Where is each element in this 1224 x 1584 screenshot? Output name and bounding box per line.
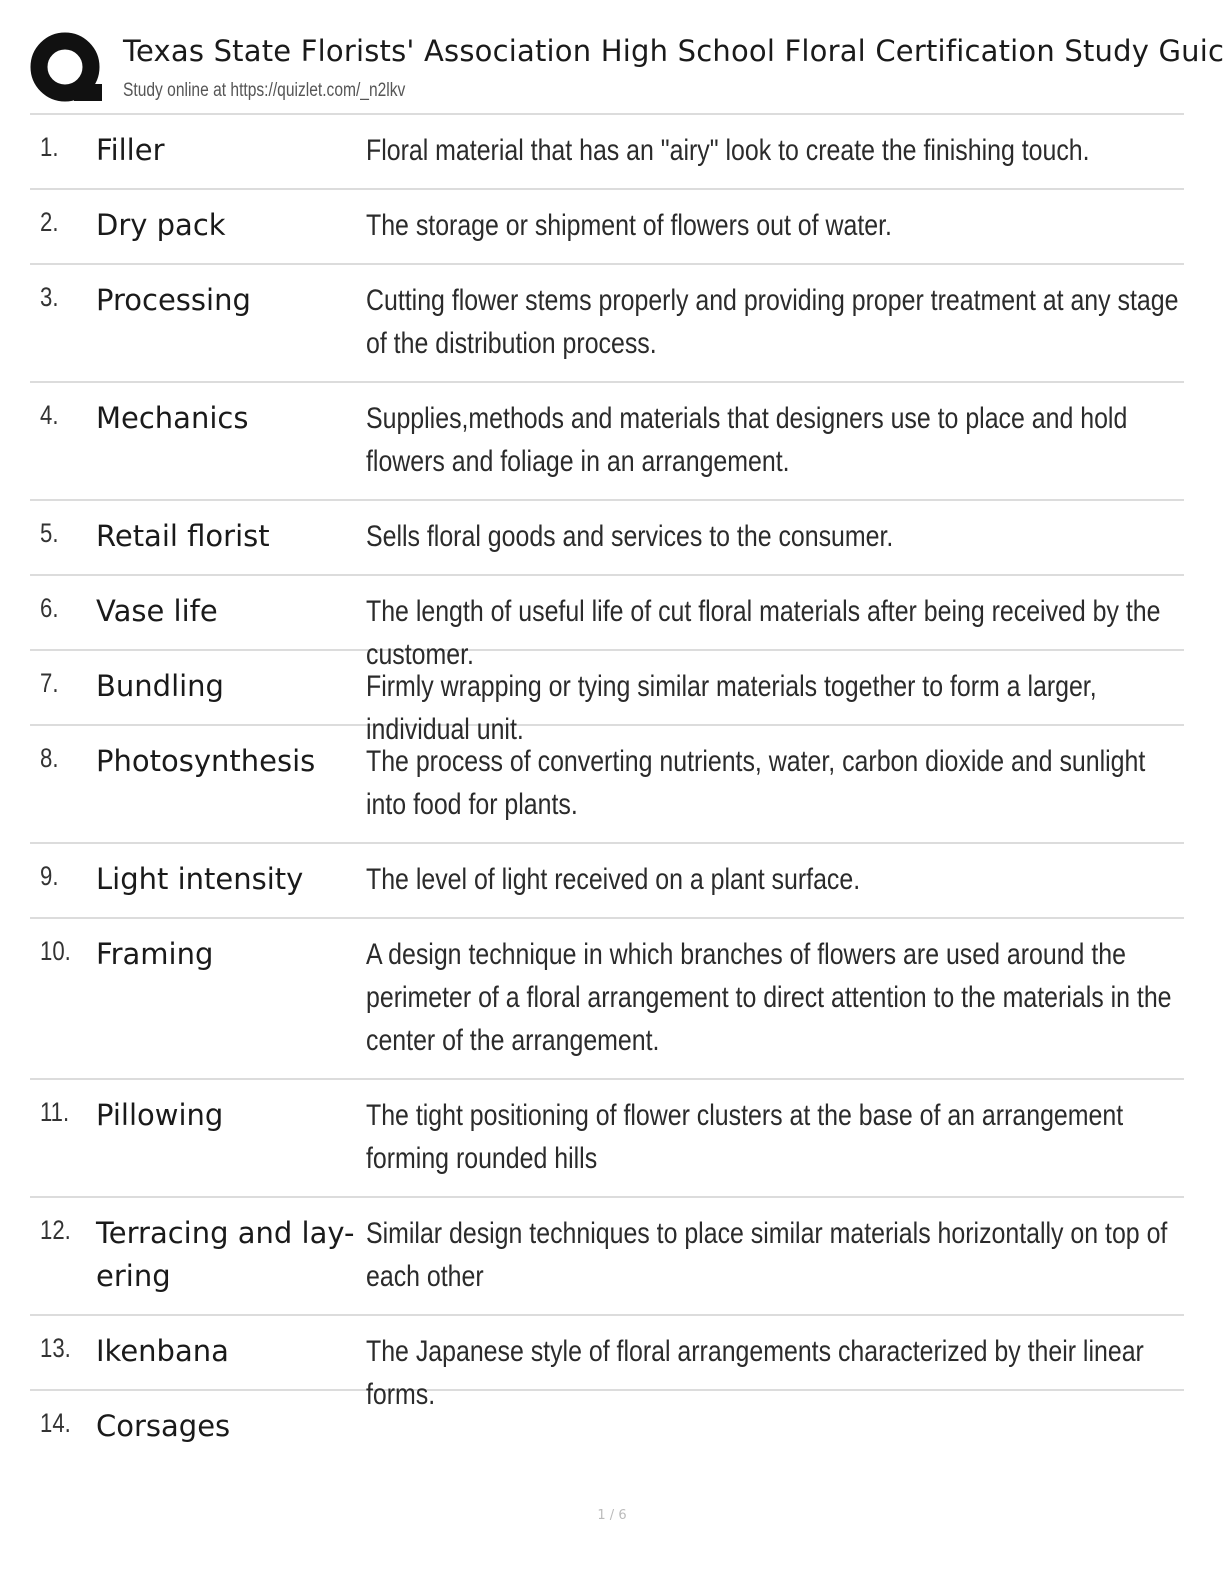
card-term: Light intensity [96,862,304,896]
flashcard-row [30,190,1184,265]
card-term: Filler [96,133,165,167]
card-term: Retail florist [96,519,270,553]
card-definition: Floral material that has an "airy" look to create the finishing touch. [366,134,1090,167]
card-term: Pillowing [96,1098,224,1132]
card-definition: The Japanese style of floral arrangements characterized by their linear forms. [366,1335,1144,1411]
card-term: Vase life [96,594,218,628]
card-number: 7. [40,668,59,698]
flashcard-row [30,919,1184,1080]
flashcard-row [30,383,1184,501]
card-number: 12. [40,1215,71,1245]
card-definition: The tight positioning of flower clusters at the base of an arrangement forming rounded hills [366,1099,1124,1175]
page-number: 1 / 6 [597,1508,627,1523]
flashcard-row [30,1316,1184,1411]
study-online-link[interactable]: Study online at https://quizlet.com/_n2lkv [123,80,406,101]
card-term: Ikenbana [96,1334,229,1368]
card-definition: Cutting flower stems properly and providing proper treatment at any stage of the distribution process. [366,284,1179,360]
card-number: 4. [40,400,59,430]
card-number: 14. [40,1408,71,1438]
card-definition: The process of converting nutrients, water, carbon dioxide and sunlight into food for plants. [366,745,1146,821]
flashcard-row [30,265,1184,383]
flashcard-row [30,651,1184,746]
card-number: 8. [40,743,59,773]
flashcard-row [30,726,1184,844]
flashcard-list [30,113,1184,1466]
card-number: 13. [40,1333,71,1363]
card-number: 1. [40,132,59,162]
flashcard-row [30,501,1184,576]
card-term: Photosynthesis [96,744,316,778]
flashcard-row [30,1080,1184,1198]
card-term: Framing [96,937,214,971]
card-term: Corsages [96,1409,231,1443]
flashcard-row [30,844,1184,919]
card-term: Mechanics [96,401,249,435]
flashcard-row [30,115,1184,190]
page-title: Texas State Florists' Association High School Floral Certification Study Guic [123,34,1224,68]
card-number: 3. [40,282,59,312]
card-term: Bundling [96,669,224,703]
card-term: Terracing and lay-ering [96,1216,355,1293]
flashcard-row [30,1391,1184,1466]
card-definition: The length of useful life of cut floral materials after being received by the customer. [366,595,1161,671]
card-definition: A design technique in which branches of flowers are used around the perimeter of a floral arrangement to direct attention to the materials in the center of the arrangement. [366,938,1172,1057]
card-number: 6. [40,593,59,623]
card-definition: Similar design techniques to place similar materials horizontally on top of each other [366,1217,1168,1293]
card-term: Dry pack [96,208,226,242]
card-number: 10. [40,936,71,966]
card-definition: Sells floral goods and services to the consumer. [366,520,894,553]
card-number: 5. [40,518,59,548]
card-number: 11. [40,1097,70,1127]
card-number: 9. [40,861,59,891]
header [30,28,1224,112]
flashcard-row [30,576,1184,671]
card-definition: The level of light received on a plant surface. [366,863,861,896]
card-definition: The storage or shipment of flowers out of water. [366,209,892,242]
card-definition: Firmly wrapping or tying similar materials together to form a larger, individual unit. [366,670,1097,746]
card-definition: Supplies,methods and materials that designers use to place and hold flowers and foliage in an arrangement. [366,402,1128,478]
quizlet-logo-icon [30,32,102,104]
flashcard-row [30,1198,1184,1316]
card-number: 2. [40,207,59,237]
card-term: Processing [96,283,251,317]
